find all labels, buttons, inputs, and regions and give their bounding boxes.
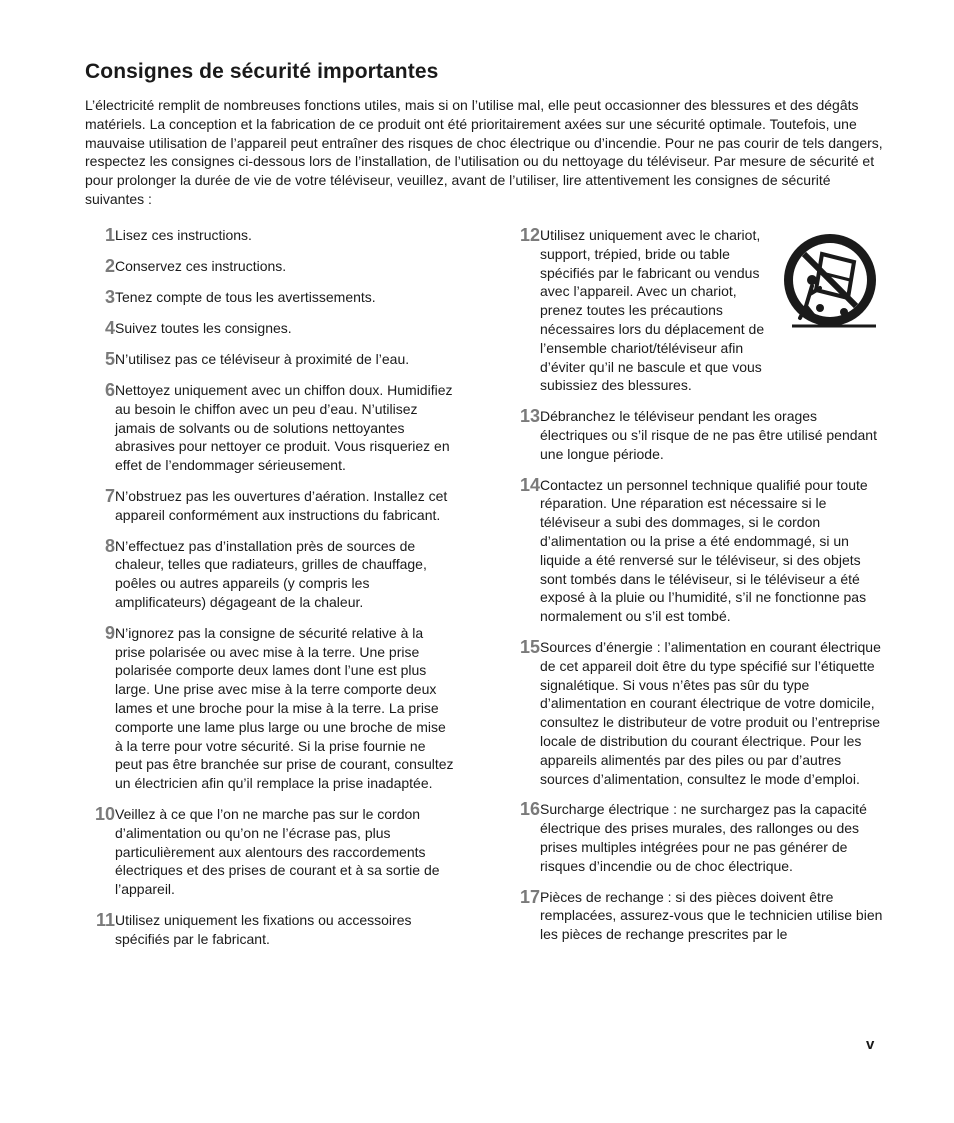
item-text: Conservez ces instructions. xyxy=(115,258,287,274)
item-text: Veillez à ce que l’on ne marche pas sur le cordon d’alimentation ou qu’on ne l’écrase pas, plus particulièrement aux alentours des raccordements électriques et des prises de courant et à sa sortie de l’appareil. xyxy=(115,805,440,898)
list-item xyxy=(85,257,455,276)
item-text: Pièces de rechange : si des pièces doivent être remplacées, assurez-vous que le technicien utilise bien les pièces de rechange prescrites par le xyxy=(540,888,883,943)
list-item xyxy=(85,381,455,475)
list-item xyxy=(85,226,455,245)
item-text: N’effectuez pas d’installation près de sources de chaleur, telles que radiateurs, grilles de chauffage, poêles ou autres appareils (y compris les amplificateurs) dégageant de la chaleur. xyxy=(115,537,427,610)
page-title: Consignes de sécurité importantes xyxy=(85,60,439,83)
item-text: Suivez toutes les consignes. xyxy=(115,320,292,336)
item-text: Tenez compte de tous les avertissements. xyxy=(115,289,376,305)
cart-tip-over-warning-icon xyxy=(782,232,878,328)
list-item xyxy=(510,407,885,463)
item-number: 6 xyxy=(104,380,115,400)
item-text: Lisez ces instructions. xyxy=(115,227,252,243)
item-number: 7 xyxy=(104,485,115,506)
item-number: 15 xyxy=(519,636,540,657)
item-text: Contactez un personnel technique qualifié pour toute réparation. Une réparation est nécessaire si le téléviseur a subi des dommages, si le cordon d’alimentation ou la prise a été endommagé, si un liquide a été renversé sur le téléviseur, si des objets sont tombés dans le téléviseur, si le téléviseur a été exposé à la pluie ou l’humidité, s’il ne fonctionne pas normalement ou s’il est tombé. xyxy=(540,476,868,625)
list-item xyxy=(510,888,885,944)
item-text: Surcharge électrique : ne surchargez pas la capacité électrique des prises murales, des rallonges ou des prises multiples intégrées pour ne pas générer de risques d’incendie ou de choc électrique. xyxy=(540,801,867,874)
item-number: 8 xyxy=(104,535,115,556)
item-number: 17 xyxy=(519,886,540,907)
item-number: 4 xyxy=(104,318,115,338)
list-item xyxy=(85,537,455,612)
list-item xyxy=(85,624,455,793)
item-number: 10 xyxy=(94,803,115,824)
item-text: N’obstruez pas les ouvertures d’aération. Installez cet appareil conformément aux instructions du fabricant. xyxy=(115,487,448,523)
item-number: 12 xyxy=(519,225,540,245)
list-item xyxy=(85,911,455,949)
list-item xyxy=(85,350,455,369)
list-item xyxy=(85,319,455,338)
item-number: 9 xyxy=(104,622,115,643)
item-text: Débranchez le téléviseur pendant les orages électriques ou s’il risque de ne pas être utilisé pendant une longue période. xyxy=(540,408,877,462)
item-number: 14 xyxy=(519,474,540,495)
right-column xyxy=(510,226,885,956)
list-item xyxy=(510,638,885,788)
item-text: Utilisez uniquement avec le chariot, support, trépied, bride ou table spécifiés par le fabricant ou vendus avec l’appareil. Avec un chariot, prenez toutes les précautions nécessaires lors du déplacement de l’ensemble chariot/téléviseur afin d’éviter qu’il ne bascule et que vous subissiez des blessures. xyxy=(540,227,765,394)
left-column xyxy=(85,226,455,961)
item-text: Nettoyez uniquement avec un chiffon doux. Humidifiez au besoin le chiffon avec un peu d’eau. N’utilisez jamais de solvants ou de solutions nettoyantes abrasives pour nettoyer ce produit. Vous risqueriez en effet de l’endommager sérieusement. xyxy=(115,382,453,474)
item-number: 1 xyxy=(104,225,115,245)
item-number: 13 xyxy=(519,406,540,427)
list-item xyxy=(85,288,455,307)
page-number: v xyxy=(866,1036,875,1053)
item-number: 3 xyxy=(104,287,115,307)
list-item xyxy=(510,476,885,626)
item-text: N’ignorez pas la consigne de sécurité relative à la prise polarisée ou avec mise à la terre. Une prise polarisée comporte deux lames dont l’une est plus large. Une prise avec mise à la terre comporte deux lames et une broche pour la mise à la terre. La prise comporte une lame plus large ou une broche de mise à la terre pour votre sécurité. Si la prise fournie ne peut pas être branchée sur prise de courant, consultez un électricien afin qu’il remplace la prise inadaptée. xyxy=(115,624,454,792)
intro-paragraph: L’électricité remplit de nombreuses fonctions utiles, mais si on l’utilise mal, elle peut occasionner des blessures et des dégâts matériels. La conception et la fabrication de ce produit ont été prioritairement axées sur une sécurité optimale. Toutefois, une mauvaise utilisation de l’appareil peut entraîner des risques de choc électrique ou d’incendie. Pour ne pas courir de tels dangers, respectez les consignes ci-dessous lors de l’installation, de l’utilisation ou du nettoyage du téléviseur. Par mesure de sécurité et pour prolonger la durée de vie de votre téléviseur, veuillez, avant de l’utiliser, lire attentivement les consignes de sécurité suivantes : xyxy=(85,97,883,207)
list-item xyxy=(510,800,885,875)
item-number: 5 xyxy=(104,349,115,369)
item-number: 2 xyxy=(104,256,115,276)
item-text: N’utilisez pas ce téléviseur à proximité de l’eau. xyxy=(115,351,410,367)
list-item xyxy=(85,487,455,525)
item-number: 11 xyxy=(95,909,115,930)
list-item xyxy=(85,805,455,899)
item-text: Utilisez uniquement les fixations ou accessoires spécifiés par le fabricant. xyxy=(115,911,412,947)
item-text: Sources d’énergie : l’alimentation en courant électrique de cet appareil doit être du type spécifié sur l’étiquette signalétique. Si vous n’êtes pas sûr du type d’alimentation en courant électrique de votre domicile, consultez le distributeur de votre produit ou l’entreprise locale de distribution du courant électrique. Pour les appareils alimentés par des piles ou par d’autres sources d’alimentation, consultez le mode d’emploi. xyxy=(540,638,881,787)
item-number: 16 xyxy=(519,799,540,820)
